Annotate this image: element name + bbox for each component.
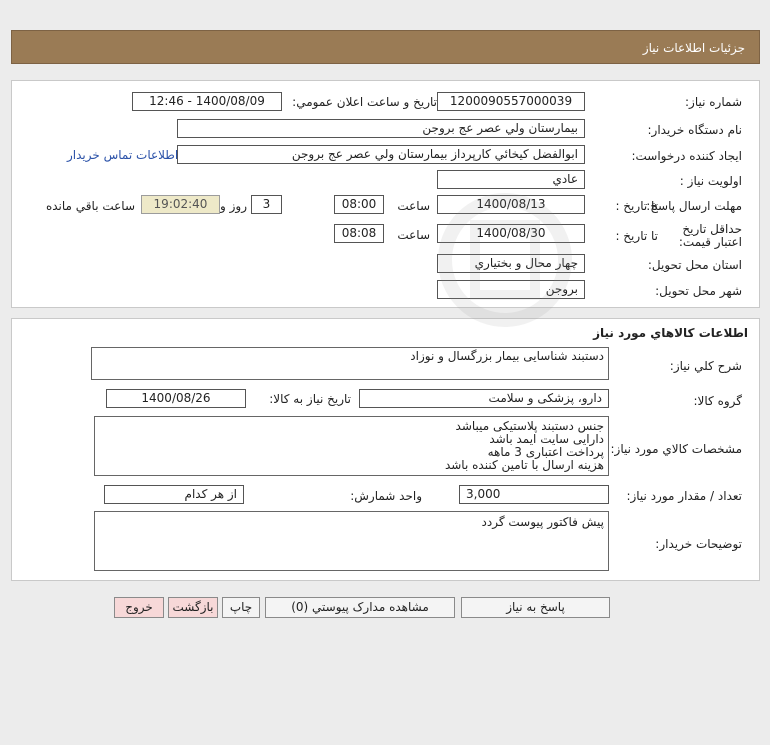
priority-field: عادي — [437, 170, 585, 189]
days-field: 3 — [251, 195, 282, 214]
city-field: بروجن — [437, 280, 585, 299]
need-number-field: 1200090557000039 — [437, 92, 585, 111]
reply-time-label: ساعت — [397, 199, 430, 213]
announce-field: 1400/08/09 - 12:46 — [132, 92, 282, 111]
province-field: چهار محال و بختياري — [437, 254, 585, 273]
validity-time-field: 08:08 — [334, 224, 384, 243]
page-header — [11, 30, 760, 64]
validity-time-label: ساعت — [397, 228, 430, 242]
specs-line: پرداخت اعتباری 3 ماهه — [487, 445, 604, 459]
need-details-panel — [11, 80, 760, 308]
reply-time-field: 08:00 — [334, 195, 384, 214]
group-field: دارو، پزشکی و سلامت — [359, 389, 609, 408]
summary-field: دستبند شناسایی بیمار بزرگسال و نوزاد — [91, 347, 609, 380]
buyer-contact-link[interactable]: اطلاعات تماس خريدار — [67, 148, 179, 162]
buyer-notes-field: پیش فاکتور پیوست گردد — [94, 511, 609, 571]
buyer-notes-label: توضيحات خريدار: — [655, 537, 742, 551]
specs-label: مشخصات کالاي مورد نياز: — [610, 442, 742, 456]
qty-label: تعداد / مقدار مورد نياز: — [626, 489, 742, 503]
creator-label: ايجاد کننده درخواست: — [631, 149, 742, 163]
exit-button[interactable]: خروج — [114, 597, 164, 618]
qty-field: 3,000 — [459, 485, 609, 504]
watermark-logo — [430, 190, 580, 330]
province-label: استان محل تحويل: — [647, 258, 742, 272]
priority-label: اولويت نياز : — [679, 174, 742, 188]
reply-button[interactable]: پاسخ به نياز — [461, 597, 610, 618]
back-button[interactable]: بازگشت — [168, 597, 218, 618]
page-title: جزئيات اطلاعات نياز — [642, 41, 745, 55]
need-date-label: تاريخ نياز به کالا: — [269, 392, 351, 406]
reply-until-date-label: تا تاريخ : — [615, 199, 658, 213]
unit-label: واحد شمارش: — [350, 489, 422, 503]
buyer-org-field: بيمارستان ولي عصر عج بروجن — [177, 119, 585, 138]
view-attachments-button[interactable]: مشاهده مدارک پيوستي (0) — [265, 597, 455, 618]
need-date-field: 1400/08/26 — [106, 389, 246, 408]
need-number-label: شماره نياز: — [685, 95, 742, 109]
buyer-org-label: نام دستگاه خريدار: — [647, 123, 742, 137]
reply-deadline-label: مهلت ارسال پاسخ: — [646, 199, 742, 213]
reply-date-field: 1400/08/13 — [437, 195, 585, 214]
specs-line: هزینه ارسال با تامین کننده باشد — [444, 458, 604, 472]
specs-line: جنس دستبند پلاستیکی میباشد — [455, 419, 604, 433]
days-label: روز و — [220, 199, 247, 213]
specs-field — [94, 416, 609, 476]
validity-until-date-label: تا تاريخ : — [615, 229, 658, 243]
goods-section-title: اطلاعات کالاهاي مورد نياز — [593, 326, 748, 340]
validity-date-field: 1400/08/30 — [437, 224, 585, 243]
group-label: گروه کالا: — [693, 394, 742, 408]
unit-field: از هر کدام — [104, 485, 244, 504]
summary-label: شرح کلي نياز: — [669, 359, 742, 373]
remaining-label: ساعت باقي مانده — [45, 199, 135, 213]
print-button[interactable]: چاپ — [222, 597, 260, 618]
announce-label: تاريخ و ساعت اعلان عمومي: — [292, 95, 437, 109]
remaining-time-field: 19:02:40 — [141, 195, 220, 214]
creator-field: ابوالفضل كيخائي كارپرداز بيمارستان ولي عصر عج بروجن — [177, 145, 585, 164]
city-label: شهر محل تحويل: — [655, 284, 742, 298]
specs-line: دارایی سایت ایمد باشد — [489, 432, 604, 446]
validity-label: حداقل تاريخ اعتبار قيمت: — [678, 222, 742, 249]
